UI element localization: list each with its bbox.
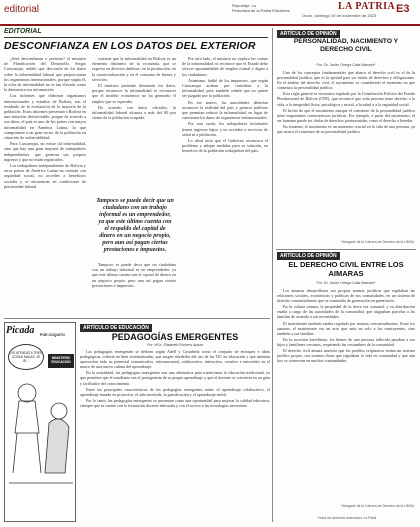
paragraph: El hecho de que el nacimiento marque el comienzo de la personalidad jurídica tiene importantes consecuencias jurídicas. Por ejemplo, a partir del nacimiento, el ser humano puede ser titular de derechos patrimoniales, como el derecho a heredar.	[277, 107, 415, 123]
header-line-2: Periodista de la Patria Ediciones	[232, 8, 290, 13]
header-rule	[0, 24, 420, 26]
editorial-column-2-lower	[92, 262, 176, 314]
education-tag: ARTÍCULO DE EDUCACIÓN	[80, 324, 152, 332]
paragraph: Asimismo, habló de los impuestos, que según Cusicanqui acaban por contribuir a la informalidad, pero también señaló que no quiere ser juzgado por la población.	[182, 77, 268, 99]
paragraph: En la sucesión hereditaria, los bienes de una persona fallecida pasaban a sus hijos y familiares cercanos, respetando las costumbres de la comunidad.	[277, 336, 415, 347]
section-name: editorial	[4, 4, 40, 15]
education-body	[80, 349, 270, 517]
paragraph: Para Cusicanqui, no existe tal informalidad, sino que hay una gran mayoría de trabajadores independientes, que generan sus propios ingresos y que no están registrados.	[4, 141, 86, 162]
ministry-sign: MINISTERIO EDUCACIÓN	[48, 354, 74, 368]
header-line-1: Reportaje: Lo	[232, 3, 257, 8]
issue-date: Oruro, domingo 19 de noviembre de 2023	[302, 13, 377, 18]
column-divider	[272, 28, 273, 522]
paragraph: Los trabajadores independientes de Bolivia y otros países de América Latina no cuentan con seguridad social, no acceden a beneficios sociales y se encuentran en condiciones de precariedad laboral.	[4, 163, 86, 189]
education-author: Por: MSc. Elisabeth Romero Apaza	[146, 343, 204, 347]
author-note: *Abogado de la Carrera de Derecho de la UMSA.	[340, 240, 415, 244]
paragraph: Esta regla general se encuentra regulada por la Constitución Política del Estado Plurinacional de Bolivia (CPE), que reconoce que toda persona tiene derecho a la vida, a la integridad física, psicológica y moral, a la salud y a la seguridad social.	[277, 91, 415, 107]
paragraph: Las pedagogías emergentes se definen según Adell y Castañeda como el conjunto de enfoques e ideas pedagógicas, todavía no bien sistematizadas, que surgen alrededor del uso de las TIC en educación y que intentan aprovechar todo su potencial comunicativo, informacional, colaborativo, interactivo, creativo e innovador en el marco de una nueva cultura del aprendizaje.	[80, 349, 270, 370]
paragraph: Por lo tanto, las pedagogías emergentes se presentan como una oportunidad para mejorar la calidad educativa, siempre que se cuente con la formación docente adecuada y con el acceso a las tecnologías necesarias.	[80, 397, 270, 408]
education-title: PEDAGOGÍAS EMERGENTES	[111, 332, 239, 342]
paragraph: Tampoco se puede decir que un ciudadano con un trabajo informal es un emprendedor, ya que este último cuenta con el capital de dinero en un negocio propio, pero aun así pagan ciertas prestaciones e impuestos.	[92, 262, 176, 288]
footer-credit: Todos los derechos reservados. La Patria	[317, 516, 377, 520]
paragraph: Los aimaras desarrollaron sus propias normas jurídicas que regulaban las relaciones sociales, económicas y políticas de sus comunidades, en un sistema de derecho consuetudinario que se transmitía de generación en generación.	[277, 288, 415, 304]
pull-quote: Tampoco se puede decir que un ciudadano con un trabajo informal es un emprendedor, ya que este último cuenta con el respaldo del capital de dinero en un negocio propio, pero aun así pagan ciertas prestaciones e impuestos.	[96, 198, 174, 253]
opinion-body	[277, 288, 415, 500]
header-info	[232, 3, 290, 13]
paragraph: Por otro lado, el ministro no explica las causas de la informalidad, ni reconoce que el Estado debe ofrecer oportunidades de empleo formal y digno a los ciudadanos.	[182, 56, 268, 77]
opinion-title: EL DERECHO CIVIL ENTRE LOS AIMARAS	[288, 260, 404, 278]
editorial-column-3	[182, 56, 268, 314]
paragraph: Por esta razón, los trabajadores informales tienen ingresos bajos y no acceden a servicios de salud ni a jubilación.	[182, 121, 268, 137]
opinion-body	[277, 70, 415, 240]
paragraph: El ministro pretende desmentir los datos, porque reconocer la informalidad es reconocer que el modelo económico no ha generado el empleo que se esperaba.	[92, 83, 176, 104]
opinion-tag: ARTÍCULO DE OPINIÓN	[277, 30, 340, 38]
cartoon-title: Picada	[6, 325, 35, 336]
speech-bubble: ¡YE ATENDIÓ A TRES COSAS MALAS, JE JE...	[8, 344, 44, 370]
section-divider	[276, 249, 416, 250]
paragraph: En la actualidad, las pedagogías emergentes son una alternativa para transformar la educación tradicional, ya que permiten que el estudiante sea el protagonista de su propio aprendizaje y que el docente se convierta en un guía y facilitador del conocimiento.	[80, 370, 270, 386]
paragraph: Entre las principales características de las pedagogías emergentes están: el aprendizaje colaborativo, el aprendizaje basado en proyectos, el aula invertida, la gamificación y el aprendizaje móvil.	[80, 386, 270, 397]
editorial-title: DESCONFIANZA EN LOS DATOS DEL EXTERIOR	[4, 40, 256, 52]
opinion-author: Por: Dr. Javier Ortega Calla Mamani*	[316, 281, 376, 285]
opinion-tag: ARTÍCULO DE OPINIÓN	[277, 252, 340, 260]
editorial-column-2	[92, 56, 176, 194]
paragraph: En ese marco, las autoridades deberían reconocer la realidad del país y generar políticas que permitan reducir la informalidad, en lugar de cuestionar los datos de organismos internacionales.	[182, 99, 268, 121]
editorial-tag: EDITORIAL	[4, 28, 42, 35]
section-divider	[4, 318, 270, 319]
paragraph: El matrimonio también estaba regulado por normas consuetudinarias. Entre los aimaras, el matrimonio era un acto que unía no solo a los contrayentes, sino también a sus familias.	[277, 320, 415, 336]
opinion-author: Por: Dr. Javier Ortega Calla Mamani*	[316, 63, 376, 67]
paragraph: El derecho civil aimara muestra que los pueblos originarios tenían un sistema jurídico propio, con normas claras que regulaban la vida en comunidad y que aún hoy se conservan en muchas comunidades.	[277, 348, 415, 364]
paragraph: Uno de los conceptos fundamentales que abarca el derecho civil es el de la personalidad jurídica, que es la aptitud para ser titular de derechos y obligaciones. En el ámbito del derecho civil, el nacimiento es considerado el momento en que comienza la personalidad jurídica.	[277, 70, 415, 91]
paragraph: En la cultura aimara, la propiedad de la tierra era comunal, y su distribución estaba a cargo de las autoridades de la comunidad, que asignaban parcelas a las familias de acuerdo a sus necesidades.	[277, 304, 415, 320]
opinion-title: PERSONALIDAD, NACIMIENTO Y DERECHO CIVIL	[293, 38, 399, 53]
paragraph: Los informes que elaboran organismos internacionales y estudios de Bolivia, son el resultado de la evaluación de la mayoría de la población. Estos informes presentan a Bolivia en una situación desfavorable, porque de acuerdo a sus datos, el país es uno de los países con mayor informalidad en América Latina, lo que compromete a un gran sector de la población en situación de vulnerabilidad.	[4, 93, 86, 141]
editorial-rule	[4, 37, 268, 38]
paragraph: De acuerdo con datos oficiales, la informalidad laboral alcanza a más del 80 por ciento de la población ocupada.	[92, 104, 176, 121]
paragraph: ¿Será desconfianza o pretexto? el ministro de Planificación del Desarrollo, Sergio Cusicanqui, señaló que desconfía de los datos sobre la informalidad laboral que proporcionan los organismos internacionales, porque según él, la cifra de informalidad no es tan elevada como lo demuestra esa información.	[4, 56, 86, 93]
cartoon-byline: POR COQUITO	[40, 333, 65, 337]
newspaper-brand: LA PATRIA	[338, 1, 396, 12]
paragraph: Lo ideal sería que el Gobierno reconozca el problema y adopte medidas para su solución, en beneficio de la población trabajadora del país.	[182, 138, 268, 154]
editorial-column-1	[4, 56, 86, 314]
paragraph: sostiene que la informalidad en Bolivia es un elemento distintivo de la economía, que se expresa en diversos ámbitos; en la producción, en la comercialización y en el consumo de bienes y servicios.	[92, 56, 176, 82]
paragraph: En resumen, el nacimiento es un momento crucial en la vida de una persona, ya que marca el comienzo de su personalidad jurídica.	[277, 123, 415, 135]
page-number: E3	[396, 3, 410, 15]
author-note: *Abogado de la Carrera de Derecho de la UMSA.	[340, 504, 415, 508]
